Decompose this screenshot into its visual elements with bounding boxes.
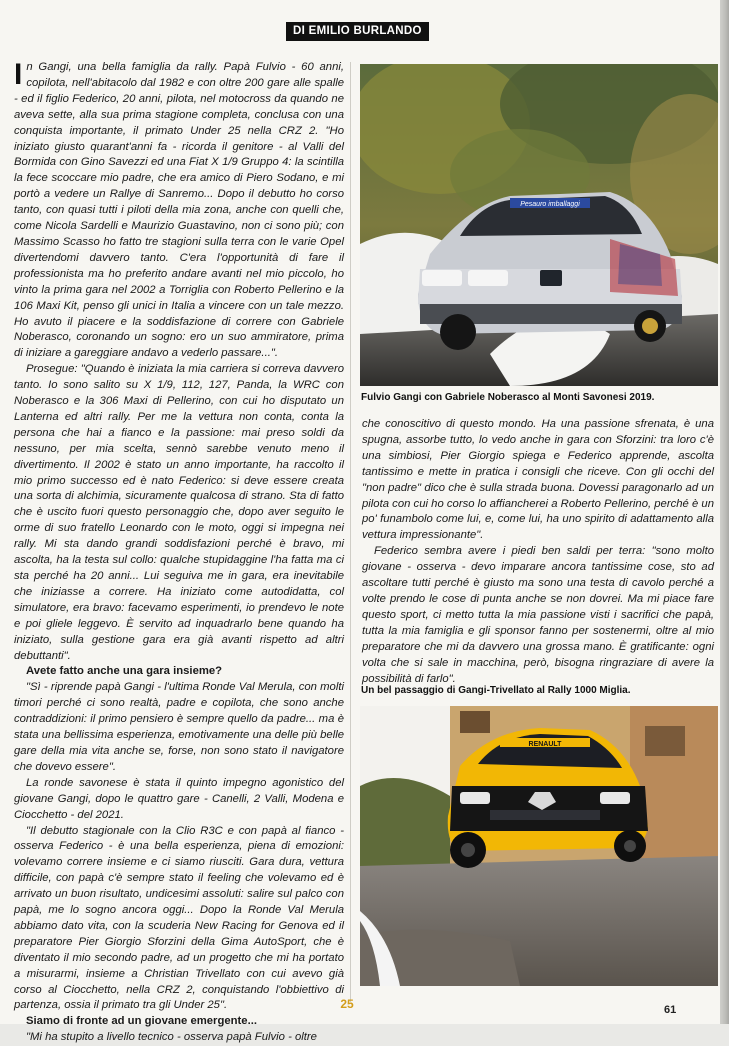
article-paragraph: Prosegue: "Quando è iniziata la mia carriera si correva davvero tanto. Io sono salito su X 1/9, 112, 127, Panda, la WRC con Noberasco e la 306 Maxi di Pellerino, con cui ho disputato un Lanterna ed altri rally. Per me la vettura non conta, conta la persona che hai a fianco e la passione: mai preso soldi da nessuno, per mia scelta, sennò sarebbe venuto meno il divertimento. Il 2002 è stato un anno importante, ha raccolto il mio primo successo ed è nato Federico: si deve essere creata una sorta di alchimia, sicuramente qualcosa di strano. Sta di fatto che è uscito fuori questo personaggio che, dopo aver seguito le orme di suo fratello Leonardo con le moto, oggi si impegna nei rally. Mi sta dando grandi soddisfazioni perché è bravo, mi ascolta, ha la testa sul collo: qualche stupidaggine l'ha fatta ma ci sta perché ha 20 anni... Lui seguiva me in gara, era inevitabile che iniziasse a correre. Ha iniziato come autodidatta, col simulatore, era bravo: facevamo esperimenti, io prendevo le note e poi gliele leggevo. È servito ad inquadrarlo bene quando ha iniziato, sulla gestione gara era già avanti rispetto ad altri debuttanti". [14,363,344,662]
author-byline: DI EMILIO BURLANDO [286,22,429,41]
article-left-column [14,60,344,1046]
interview-question: Avete fatto anche una gara insieme? [26,665,223,678]
page-edge [720,0,729,1024]
interview-question: Siamo di fronte ad un giovane emergente... [26,1015,258,1028]
photo-caption-bottom: Un bel passaggio di Gangi-Trivellato al Rally 1000 Miglia. [361,685,631,696]
article-right-column [362,417,714,687]
article-paragraph: In Gangi, una bella famiglia da rally. Papà Fulvio - 60 anni, copilota, nell'abitacolo dal 1982 e con oltre 200 gare alle spalle - ed il figlio Federico, 20 anni, pilota, nel motocross da quando ne aveva sette, alla sua prima stagione completa, conclusa con una conquista importante, il primato Under 25 nella CRZ 2. "Ho iniziato giusto quarant'anni fa - ricorda il genitore - al Valli del Bormida con Gino Savezzi ed una Fiat X 1/9 Gruppo 4: la scintilla la fece scoccare mio padre, che era amico di Piero Sodano, e mi portò a vedere un Rallye di Sanremo... Dopo il debutto ho corso tanto, con quasi tutti i piloti della mia zona, anche con quelli che, come Nicola Sardelli e Maurizio Guastavino, non ci sono più; con Massimo Scasso ho fatto tre stagioni sulla terra con le varie Opel divertendomi davvero tanto. C'era l'opportunità di fare il professionista ma ho preferito andare avanti nel mio piccolo, ho vinto la prima gara nel 2002 a Torriglia con Roberto Pellerino e la 106 Maxi Kit, penso gli unici in Italia a vincere con un tale mezzo. Ho avuto il piacere e la soddisfazione di correre con Gabriele Noberasco, coronando un sogno: ero un suo ammiratore, prima di iniziare a gareggiare andavo a vederlo passare...". [14,58,344,360]
article-paragraph: che conoscitivo di questo mondo. Ha una passione sfrenata, è una spugna, assorbe tutto, lo vedo anche in gara con Sforzini: tra loro c'è una simbiosi, Pier Giorgio spiega e Federico apprende, ascolta tantissimo e mette in pratica i consigli che riceve. Con gli occhi del "non padre" dico che è sulla strada buona. Dovessi paragonarlo ad un pilota con cui ho corso lo affiancherei a Roberto Pellerino, perché è un po' funambolo come lui, e, come lui, ha uno spirito di adattamento alla vettura impressionante". [362,418,714,542]
photo-bmw-snow-image [360,64,718,386]
article-paragraph: "Il debutto stagionale con la Clio R3C e con papà al fianco - osserva Federico - è una bella esperienza, piena di emozioni: volevamo correre insieme e ci siamo riusciti. Gara dura, vettura difficile, con papà c'è sempre stato il feeling che volevamo ed è arrivato un buon risultato, undicesimi assoluti: salire sul palco con papà, me lo sogno ancora oggi... Dopo la Ronde Val Merula abbiamo dato vita, con la scuderia New Racing for Genova ed il preparatore Pier Giorgio Sforzini della Gima AutoSport, che è diventato il mio secondo padre, ad un progetto che mi ha portato a misurarmi, insieme a Christian Trivellato con cui avevo già corso al Ciocchetto, nella CRZ 2, conquistando l'obbiettivo di partenza, ossia il primato tra gli Under 25". [14,824,344,1012]
photo-clio-jump-image [360,706,718,986]
photo-clio-jump [360,706,718,986]
windshield-banner: Pesauro imballaggi [520,201,580,208]
article-paragraph: "Mi ha stupito a livello tecnico - osserva papà Fulvio - oltre [26,1031,317,1044]
article-paragraph: "Sì - riprende papà Gangi - l'ultima Ronde Val Merula, con molti timori perché ci sono realtà, padre e copilota, che sono anche contraddizioni: il primo pensiero è sempre quello da padre... ma è stata una bellissima esperienza, emotivamente una delle più belle gare della mia vita anche se, forse, non sono stato il navigatore che dovevo essere". [14,681,344,773]
photo-bmw-snow [360,64,718,386]
column-divider [350,62,351,1002]
page-number: 61 [664,1004,677,1016]
article-paragraph: Federico sembra avere i piedi ben saldi per terra: "sono molto giovane - osserva - devo imparare ancora tantissime cose, sto ad ascoltare tutti perché è giusto ma sono una testa di cavolo perché a volte prendo le cose di punta anche se non dovrei. Ma mi piace fare questo sport, ci metto tutta la mia passione visti i sacrifici che papà, tutta la mia famiglia e gli sponsor fanno per sostenermi, oltre al mio preparatore che mi da davvero una grossa mano. È gratificante: ogni volta che si sale in macchina, però, bisogna ringraziare di avere la possibilità di farlo". [362,545,714,685]
windshield-banner: RENAULT [528,741,562,748]
magazine-logo: 25 [340,997,354,1011]
article-paragraph: La ronde savonese è stata il quinto impegno agonistico del giovane Gangi, dopo le quattro gare - Canelli, 2 Valli, Modena e Ciocchetto - del 2021. [14,776,344,821]
photo-caption-top: Fulvio Gangi con Gabriele Noberasco al Monti Savonesi 2019. [361,392,655,403]
drop-cap: I [14,58,23,91]
